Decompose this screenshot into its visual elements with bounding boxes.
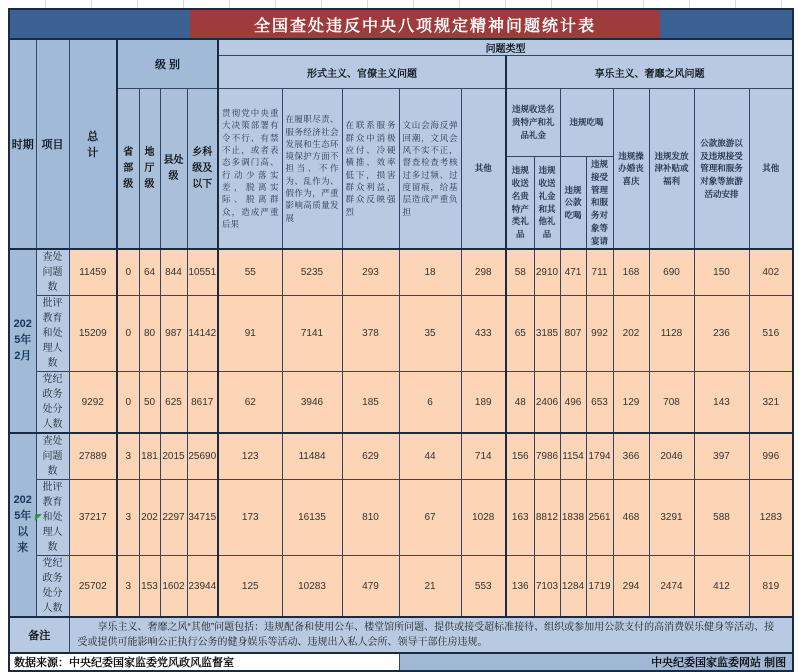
data-cell: 185 [342, 372, 399, 434]
period-label: 2025年2月 [9, 249, 36, 433]
data-cell: 64 [139, 249, 160, 296]
data-cell: 23944 [187, 556, 218, 618]
header-level-province: 省部级 [117, 89, 139, 250]
header-formalism-other: 其他 [461, 89, 506, 250]
row-label: 党纪政务处分人数 [36, 556, 69, 618]
data-cell: 10551 [187, 249, 218, 296]
data-cell: 553 [461, 556, 506, 618]
data-cell: 653 [586, 372, 613, 434]
header-item: 项目 [36, 39, 69, 249]
data-cell: 21 [399, 556, 461, 618]
data-cell: 1128 [649, 296, 694, 372]
data-cell: 2474 [649, 556, 694, 618]
data-cell: 35 [399, 296, 461, 372]
data-cell: 987 [160, 296, 187, 372]
page-title: 全国查处违反中央八项规定精神问题统计表 [190, 10, 660, 38]
cell-error-indicator-triangle [35, 514, 42, 521]
data-cell: 992 [586, 296, 613, 372]
data-cell: 2046 [649, 433, 694, 480]
data-cell: 80 [139, 296, 160, 372]
data-cell: 65 [506, 296, 534, 372]
header-weddings-funerals: 违规操办婚丧喜庆 [613, 89, 649, 250]
header-formalism-col-4: 文山会海反弹回潮，文风会风不实不正，督查检查考核过多过频、过度留痕，给基层造成严重负担 [399, 89, 461, 250]
data-cell: 293 [342, 249, 399, 296]
data-cell: 810 [342, 480, 399, 556]
data-cell: 143 [694, 372, 749, 434]
data-cell: 479 [342, 556, 399, 618]
data-cell: 10283 [282, 556, 342, 618]
credit: 中央纪委国家监委网站 制图 [399, 653, 793, 671]
data-cell: 3 [117, 433, 139, 480]
header-public-travel: 公款旅游以及违规接受管理和服务对象等旅游活动安排 [694, 89, 749, 250]
header-level-group: 级 别 [117, 39, 218, 89]
data-cell: 34715 [187, 480, 218, 556]
note-label: 备注 [9, 617, 69, 653]
data-cell: 468 [613, 480, 649, 556]
data-cell: 366 [613, 433, 649, 480]
data-cell: 25690 [187, 433, 218, 480]
data-cell: 7103 [534, 556, 560, 618]
data-cell: 1028 [461, 480, 506, 556]
data-cell: 0 [117, 372, 139, 434]
data-cell: 496 [560, 372, 586, 434]
row-label: 党纪政务处分人数 [36, 372, 69, 434]
data-cell: 6 [399, 372, 461, 434]
data-cell: 55 [218, 249, 282, 296]
data-cell: 714 [461, 433, 506, 480]
data-cell: 189 [461, 372, 506, 434]
data-cell: 150 [694, 249, 749, 296]
header-period: 时期 [9, 39, 36, 249]
header-formalism-col-3: 在联系服务群众中消极应付、冷硬横推、效率低下，损害群众利益，群众反映强烈 [342, 89, 399, 250]
data-cell: 236 [694, 296, 749, 372]
header-dining-group: 违规吃喝 [560, 89, 613, 157]
data-cell: 48 [506, 372, 534, 434]
data-cell: 294 [613, 556, 649, 618]
header-formalism-col-1: 贯彻党中央重大决策部署有令不行、有禁不止，或者表态多调门高、行动少落实差，脱离实际、脱离群众，造成严重后果 [218, 89, 282, 250]
data-cell: 18 [399, 249, 461, 296]
data-cell: 3 [117, 480, 139, 556]
data-cell: 3946 [282, 372, 342, 434]
header-gifts-money: 违规收送礼金和其他礼品 [534, 157, 560, 250]
data-cell: 27889 [69, 433, 117, 480]
data-cell: 58 [506, 249, 534, 296]
header-formalism-group: 形式主义、官僚主义问题 [218, 56, 506, 89]
data-cell: 5235 [282, 249, 342, 296]
data-cell: 708 [649, 372, 694, 434]
period-label: 2025年以来 [9, 433, 36, 617]
data-cell: 298 [461, 249, 506, 296]
header-gifts-group: 违规收送名贵特产和礼品礼金 [506, 89, 560, 157]
data-cell: 7986 [534, 433, 560, 480]
data-cell: 2561 [586, 480, 613, 556]
data-cell: 67 [399, 480, 461, 556]
data-cell: 1284 [560, 556, 586, 618]
data-cell: 2910 [534, 249, 560, 296]
statistics-table [8, 8, 794, 672]
row-label: 批评教育和处理人数 [36, 296, 69, 372]
data-cell: 50 [139, 372, 160, 434]
data-cell: 996 [749, 433, 793, 480]
data-cell: 15209 [69, 296, 117, 372]
data-cell: 181 [139, 433, 160, 480]
data-cell: 690 [649, 249, 694, 296]
data-cell: 16135 [282, 480, 342, 556]
data-cell: 91 [218, 296, 282, 372]
data-cell: 433 [461, 296, 506, 372]
title-right-band [660, 10, 792, 38]
data-cell: 0 [117, 296, 139, 372]
data-cell: 8812 [534, 480, 560, 556]
sheet-gridline-strip [0, 0, 800, 8]
title-bar [9, 9, 793, 39]
header-formalism-col-2: 在履职尽责、服务经济社会发展和生态环境保护方面不担当、不作为、乱作为、假作为，严重影响高质量发展 [282, 89, 342, 250]
data-cell: 11484 [282, 433, 342, 480]
header-dining-public: 违规公款吃喝 [560, 157, 586, 250]
data-cell: 153 [139, 556, 160, 618]
data-cell: 25702 [69, 556, 117, 618]
row-label: 查处问题数 [36, 433, 69, 480]
data-cell: 0 [117, 249, 139, 296]
data-cell: 588 [694, 480, 749, 556]
header-hedonism-other: 其他 [749, 89, 793, 250]
data-cell: 471 [560, 249, 586, 296]
data-cell: 7141 [282, 296, 342, 372]
title-left-band [10, 10, 190, 38]
header-allowances: 违规发放津补贴或福利 [649, 89, 694, 250]
data-cell: 1602 [160, 556, 187, 618]
data-cell: 2297 [160, 480, 187, 556]
data-cell: 1719 [586, 556, 613, 618]
data-cell: 3 [117, 556, 139, 618]
data-cell: 136 [506, 556, 534, 618]
data-cell: 1283 [749, 480, 793, 556]
data-cell: 168 [613, 249, 649, 296]
header-level-prefecture: 地厅级 [139, 89, 160, 250]
header-dining-banquet: 违规接受管理和服务对象等宴请 [586, 157, 613, 250]
data-cell: 173 [218, 480, 282, 556]
data-cell: 1794 [586, 433, 613, 480]
data-cell: 8617 [187, 372, 218, 434]
data-cell: 844 [160, 249, 187, 296]
data-cell: 123 [218, 433, 282, 480]
data-cell: 202 [139, 480, 160, 556]
data-cell: 378 [342, 296, 399, 372]
note-text: 享乐主义、奢靡之风“其他”问题包括：违规配备和使用公车、楼堂馆所问题、提供或接受超标准接待、组织或参加用公款支付的高消费娱乐健身等活动、接受或提供可能影响公正执行公务的健身娱乐等活动、违规出入私人会所、领导干部住房违规。 [69, 617, 793, 653]
header-level-county: 县处级 [160, 89, 187, 250]
data-cell: 711 [586, 249, 613, 296]
data-cell: 819 [749, 556, 793, 618]
data-cell: 412 [694, 556, 749, 618]
data-cell: 625 [160, 372, 187, 434]
data-cell: 129 [613, 372, 649, 434]
data-cell: 321 [749, 372, 793, 434]
data-cell: 3185 [534, 296, 560, 372]
data-cell: 62 [218, 372, 282, 434]
row-label: 查处问题数 [36, 249, 69, 296]
header-level-township: 乡科级及以下 [187, 89, 218, 250]
data-cell: 202 [613, 296, 649, 372]
data-cell: 14142 [187, 296, 218, 372]
header-gifts-specialty: 违规收送名贵特产类礼品 [506, 157, 534, 250]
data-cell: 37217 [69, 480, 117, 556]
data-cell: 402 [749, 249, 793, 296]
data-cell: 629 [342, 433, 399, 480]
data-cell: 2015 [160, 433, 187, 480]
data-cell: 1838 [560, 480, 586, 556]
data-cell: 163 [506, 480, 534, 556]
data-source: 数据来源：中央纪委国家监委党风政风监督室 [9, 653, 399, 671]
data-cell: 3291 [649, 480, 694, 556]
data-cell: 44 [399, 433, 461, 480]
data-cell: 156 [506, 433, 534, 480]
data-cell: 807 [560, 296, 586, 372]
data-cell: 125 [218, 556, 282, 618]
header-hedonism-group: 享乐主义、奢靡之风问题 [506, 56, 793, 89]
data-cell: 2406 [534, 372, 560, 434]
header-problem-group: 问题类型 [218, 39, 793, 56]
data-cell: 9292 [69, 372, 117, 434]
data-cell: 11459 [69, 249, 117, 296]
data-cell: 397 [694, 433, 749, 480]
data-cell: 1154 [560, 433, 586, 480]
header-total: 总计 [69, 39, 117, 249]
data-cell: 516 [749, 296, 793, 372]
row-label: 批评教育和处理人数 [36, 480, 69, 556]
